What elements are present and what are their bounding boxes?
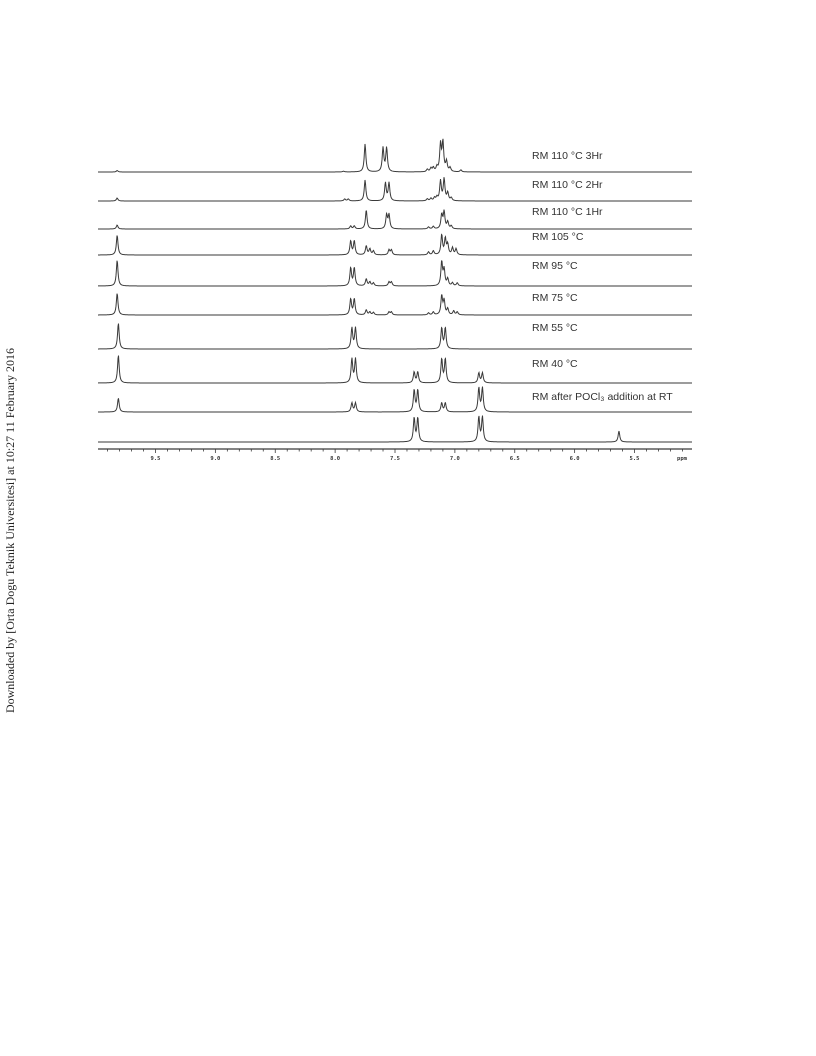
tick-label: 9.0: [210, 456, 221, 462]
spectrum-trace-4: [98, 235, 692, 255]
spectrum-trace-1: [98, 139, 692, 172]
tick-label: 7.5: [390, 456, 400, 462]
spectrum-label-5: RM 95 °C: [532, 260, 578, 272]
tick-label: 6.0: [569, 456, 580, 462]
axis-unit-label: ppm: [677, 456, 687, 462]
spectrum-label-4: RM 105 °C: [532, 231, 584, 243]
spectrum-label-3: RM 110 °C 1Hr: [532, 206, 603, 218]
tick-label: 6.5: [509, 456, 520, 462]
spectrum-label-1: RM 110 °C 3Hr: [532, 150, 603, 162]
spectrum-label-2: RM 110 °C 2Hr: [532, 179, 603, 191]
spectrum-label-9: RM after POCl₃ addition at RT: [532, 391, 673, 403]
tick-label: 8.5: [270, 456, 281, 462]
spectrum-trace-3: [98, 210, 692, 229]
tick-label: 7.0: [449, 456, 460, 462]
download-note-text: Downloaded by [Orta Dogu Teknik Universitesi] at 10:27 11 February 2016: [3, 347, 18, 713]
spectra-labels: [532, 150, 673, 403]
tick-label: 5.5: [629, 456, 640, 462]
spectrum-trace-7: [98, 324, 692, 349]
spectrum-trace-10: [98, 416, 692, 442]
spectrum-trace-2: [98, 177, 692, 201]
spectrum-trace-6: [98, 294, 692, 315]
spectrum-trace-8: [98, 356, 692, 383]
ppm-axis: [98, 449, 692, 462]
spectrum-trace-5: [98, 261, 692, 286]
spectrum-label-7: RM 55 °C: [532, 322, 578, 334]
spectrum-label-8: RM 40 °C: [532, 358, 578, 370]
tick-label: 9.5: [150, 456, 161, 462]
tick-label: 8.0: [330, 456, 341, 462]
spectrum-label-6: RM 75 °C: [532, 292, 578, 304]
